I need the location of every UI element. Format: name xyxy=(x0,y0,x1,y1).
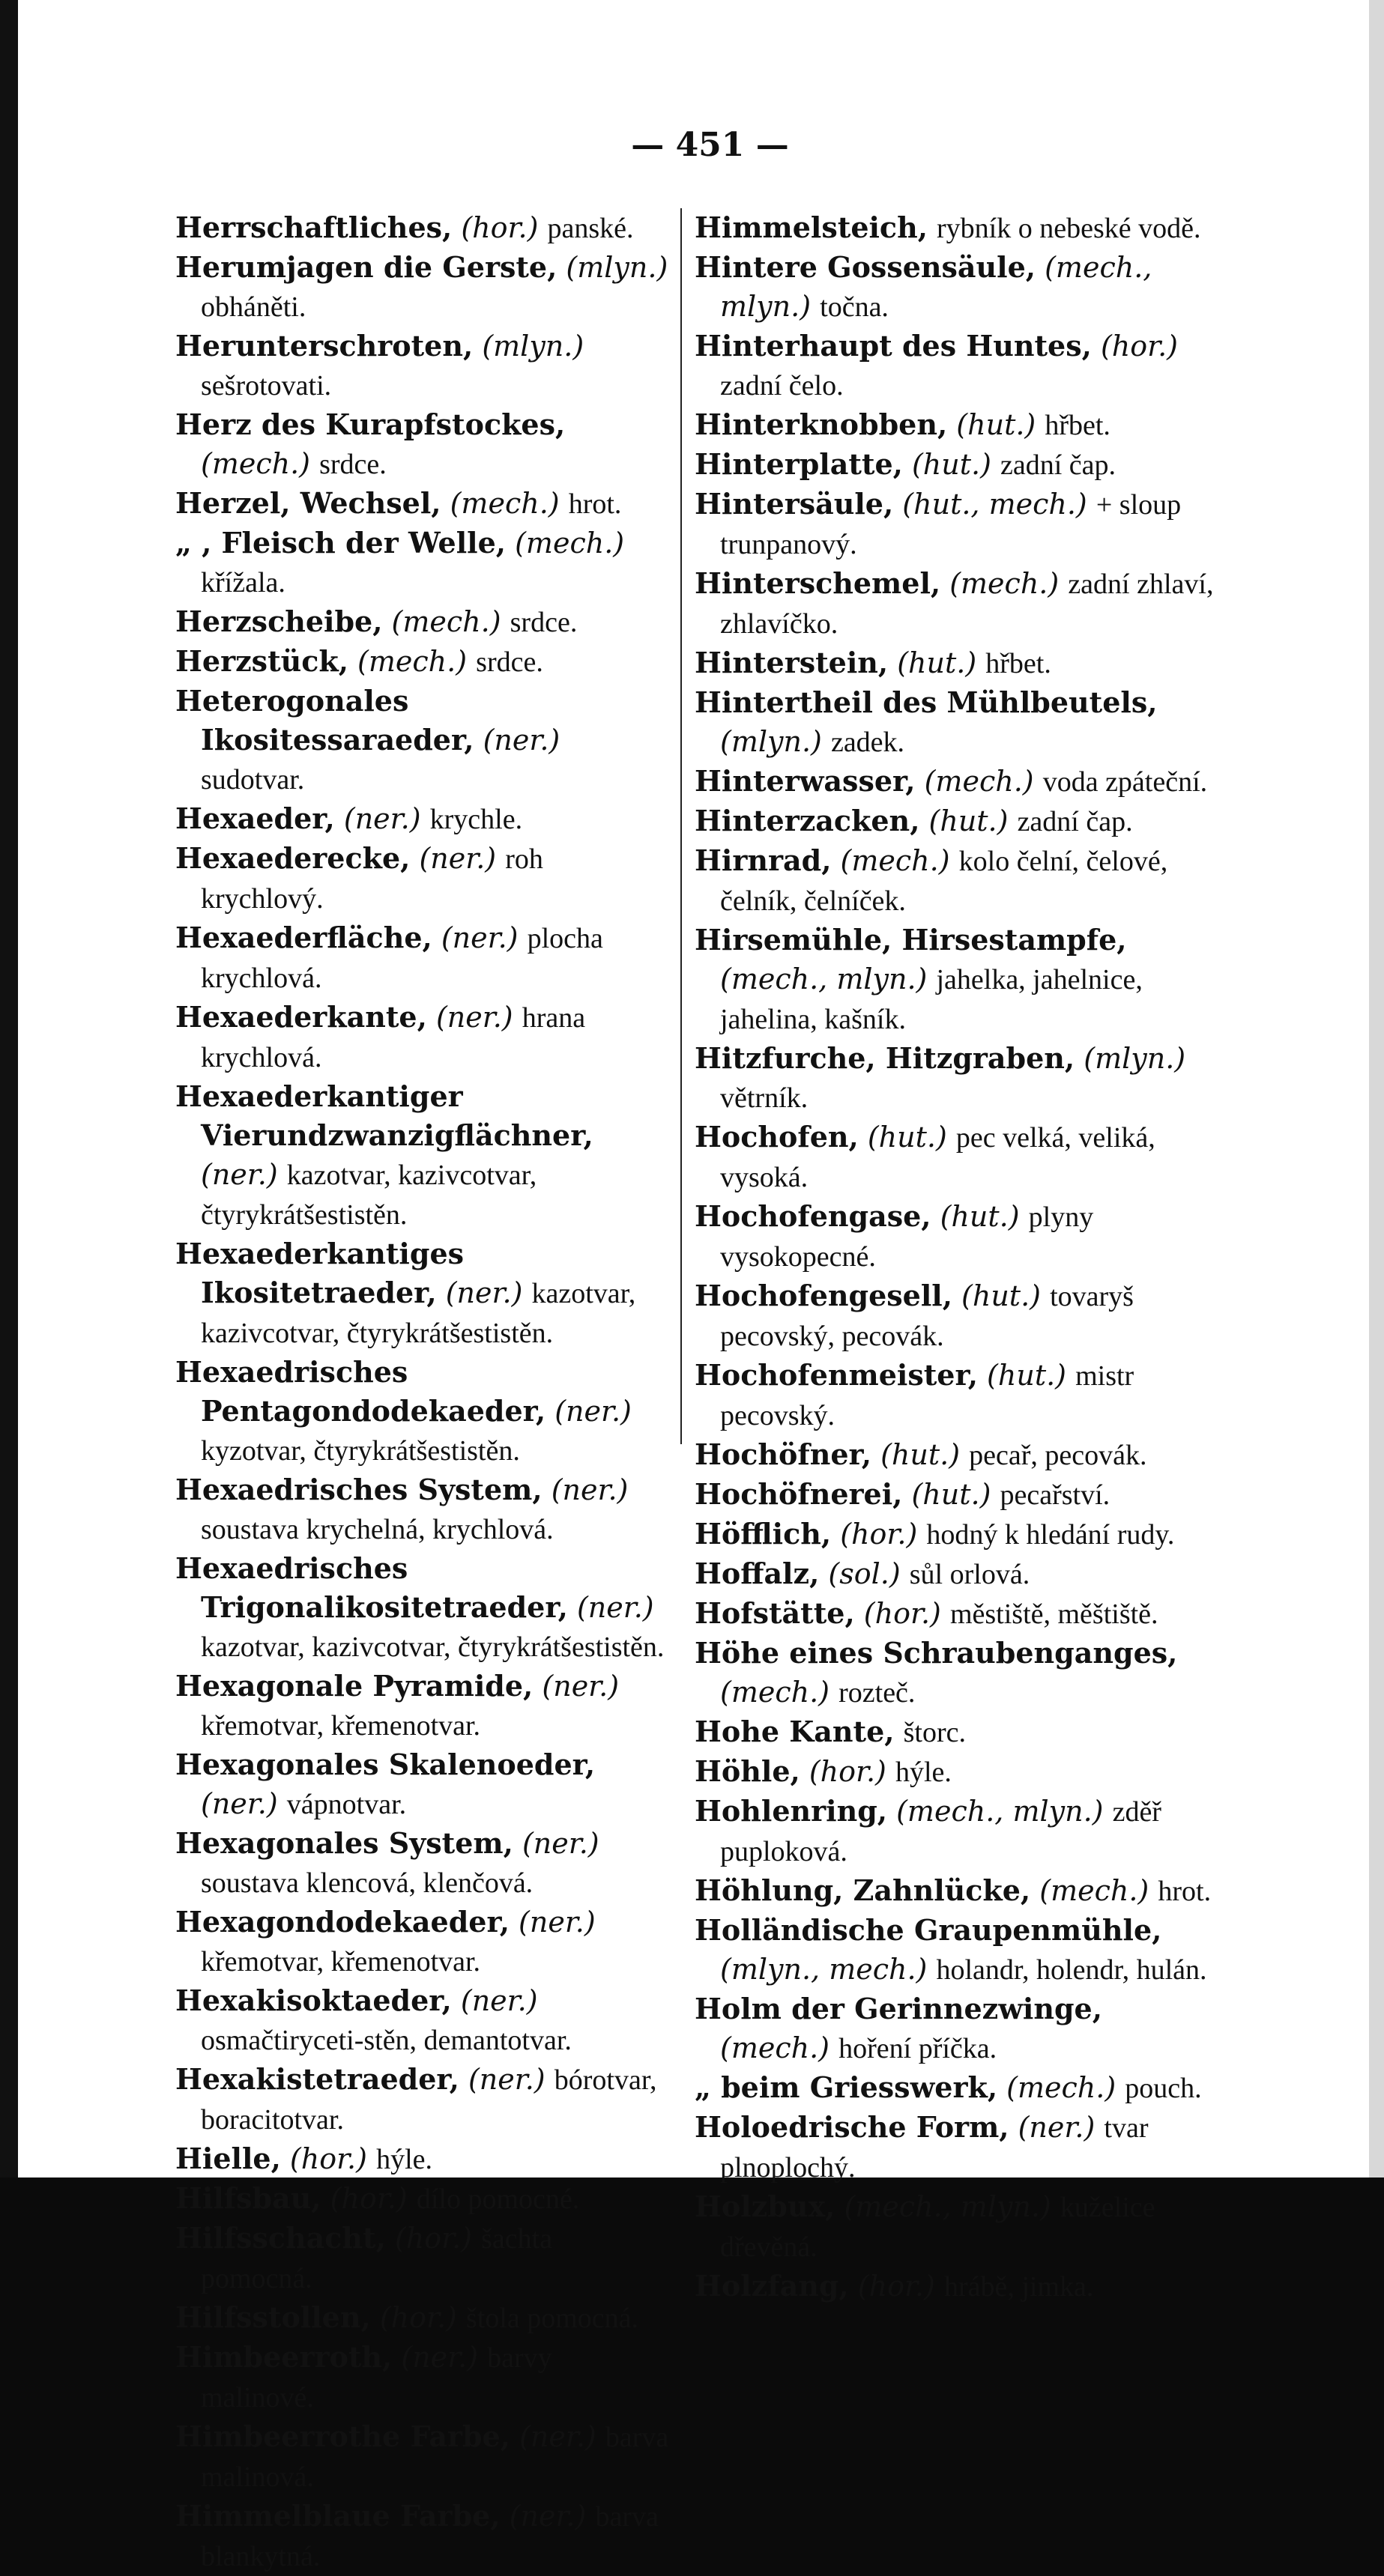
dictionary-entry xyxy=(175,327,670,405)
entry-translation: rozteč. xyxy=(838,1677,916,1709)
entry-translation: zadní zhlaví, zhlavíčko. xyxy=(720,569,1214,640)
dictionary-entry xyxy=(175,918,670,998)
entry-headword: Hintertheil des Mühlbeutels, xyxy=(695,685,1158,719)
entry-translation: plyny vysokopecné. xyxy=(720,1201,1094,1273)
dictionary-entry xyxy=(695,327,1219,405)
entry-translation: hodný k hledání rudy. xyxy=(926,1519,1175,1551)
entry-translation: městiště, měštiště. xyxy=(949,1598,1158,1630)
entry-domain-abbr: (mlyn., mech.) xyxy=(720,1953,928,1986)
dictionary-entry xyxy=(695,921,1219,1039)
entry-translation: hrábě, jimka. xyxy=(943,2271,1094,2303)
dictionary-entry xyxy=(175,2060,670,2139)
dictionary-entry xyxy=(175,2219,670,2298)
dictionary-entry xyxy=(695,1039,1219,1118)
dictionary-entry xyxy=(695,643,1219,683)
dictionary-entry xyxy=(175,248,670,327)
entry-domain-abbr: (mech.) xyxy=(357,645,468,678)
entry-translation: tovaryš pecovský, pecovák. xyxy=(720,1281,1134,1352)
dictionary-entry xyxy=(695,1118,1219,1197)
entry-domain-abbr: (ner.) xyxy=(519,1906,596,1939)
dictionary-entry xyxy=(175,1077,670,1234)
entry-headword: Höhe eines Schraubenganges, xyxy=(695,1636,1178,1670)
entry-translation: hoření příčka. xyxy=(838,2033,997,2064)
entry-headword: Hexaedrisches System, xyxy=(175,1473,543,1506)
entry-headword: Hinterwasser, xyxy=(695,764,916,798)
entry-translation: holandr, holendr, hulán. xyxy=(936,1954,1207,1986)
dictionary-entry xyxy=(695,801,1219,841)
entry-headword: Hochofengase, xyxy=(695,1199,931,1233)
entry-headword: Hinterhaupt des Huntes, xyxy=(695,329,1092,363)
dictionary-entry xyxy=(695,485,1219,564)
entry-headword: Holzbux, xyxy=(695,2189,835,2223)
entry-headword: Hintere Gossensäule, xyxy=(695,250,1036,284)
dictionary-entry xyxy=(175,682,670,799)
entry-headword: „ , Fleisch der Welle, xyxy=(175,526,506,560)
entry-headword: Himmelsteich, xyxy=(695,210,928,244)
entry-domain-abbr: (mlyn.) xyxy=(566,251,668,284)
dictionary-entry xyxy=(695,1871,1219,1911)
entry-domain-abbr: (ner.) xyxy=(554,1395,632,1428)
entry-headword: Hexaederkante, xyxy=(175,1000,427,1034)
dictionary-entry xyxy=(175,642,670,682)
entry-translation: točna. xyxy=(820,291,889,323)
entry-domain-abbr: (hut., mech.) xyxy=(902,488,1087,521)
dictionary-entry xyxy=(695,1712,1219,1752)
dictionary-entry xyxy=(175,2139,670,2179)
entry-translation: zděř puploková. xyxy=(720,1796,1161,1867)
dictionary-entry xyxy=(695,1792,1219,1871)
dictionary-entry xyxy=(695,1515,1219,1554)
entry-domain-abbr: (mech.) xyxy=(949,567,1060,600)
entry-domain-abbr: (ner.) xyxy=(468,2063,546,2096)
entry-headword: Hexagonales System, xyxy=(175,1826,513,1860)
entry-headword: Hexagonale Pyramide, xyxy=(175,1669,534,1703)
dictionary-entry xyxy=(175,1903,670,1981)
entry-translation: štorc. xyxy=(903,1717,966,1748)
entry-translation: plocha krychlová. xyxy=(201,923,603,994)
entry-translation: zadní čap. xyxy=(1017,806,1133,837)
dictionary-entry xyxy=(175,1549,670,1667)
dictionary-entry xyxy=(175,602,670,642)
entry-domain-abbr: (ner.) xyxy=(542,1670,620,1703)
entry-domain-abbr: (hor.) xyxy=(330,2182,408,2215)
dictionary-entry xyxy=(695,1752,1219,1792)
entry-translation: kuželice dřevěná. xyxy=(720,2192,1155,2263)
entry-headword: Herzscheibe, xyxy=(175,604,383,638)
dictionary-entry xyxy=(175,484,670,524)
entry-headword: Hinterschemel, xyxy=(695,566,941,600)
entry-translation: kazotvar, kazivcotvar, čtyrykrátšestistěn. xyxy=(201,1278,636,1349)
entry-headword: Herzel, Wechsel, xyxy=(175,486,441,520)
entry-headword: Hofstätte, xyxy=(695,1596,855,1630)
entry-translation: vápnotvar. xyxy=(286,1789,407,1820)
entry-translation: hýle. xyxy=(895,1757,952,1788)
entry-headword: Höhlung, Zahnlücke, xyxy=(695,1873,1031,1907)
dictionary-entry xyxy=(695,1197,1219,1276)
entry-headword: Hexakistetraeder, xyxy=(175,2062,459,2096)
entry-headword: Hitzfurche, Hitzgraben, xyxy=(695,1041,1075,1075)
entry-translation: rybník o nebeské vodě. xyxy=(937,213,1201,244)
entry-translation: soustava krychelná, krychlová. xyxy=(201,1514,554,1545)
entry-translation: zadní čap. xyxy=(1000,449,1116,481)
dictionary-entry xyxy=(695,683,1219,762)
entry-headword: Holländische Graupenmühle, xyxy=(695,1913,1162,1947)
entry-headword: Holm der Gerinnezwinge, xyxy=(695,1992,1102,2025)
entry-domain-abbr: (mech.) xyxy=(201,447,311,480)
entry-translation: zadní čelo. xyxy=(720,370,844,401)
entry-domain-abbr: (ner.) xyxy=(201,1787,278,1820)
entry-translation: jahelka, jahelnice, jahelina, kašník. xyxy=(720,964,1143,1035)
entry-domain-abbr: (mlyn.) xyxy=(482,330,584,363)
entry-translation: zadek. xyxy=(830,727,905,758)
entry-domain-abbr: (hor.) xyxy=(840,1518,918,1551)
entry-headword: Himbeerroth, xyxy=(175,2340,393,2374)
entry-domain-abbr: (mech.) xyxy=(840,844,950,877)
entry-translation: barva blankytná. xyxy=(201,2501,659,2572)
entry-domain-abbr: (ner.) xyxy=(441,921,519,954)
entry-domain-abbr: (ner.) xyxy=(419,842,497,875)
entry-headword: Hexakisoktaeder, xyxy=(175,1983,452,2017)
entry-domain-abbr: (hut.) xyxy=(961,1279,1041,1312)
dictionary-entry xyxy=(175,208,670,248)
entry-domain-abbr: (hor.) xyxy=(289,2142,367,2175)
entry-headword: Hochofengesell, xyxy=(695,1279,952,1312)
entry-domain-abbr: (hor.) xyxy=(863,1597,941,1630)
dictionary-entry xyxy=(175,2338,670,2417)
entry-headword: Hilfsbau, xyxy=(175,2181,321,2215)
entry-domain-abbr: (hut.) xyxy=(911,448,991,481)
entry-domain-abbr: (hor.) xyxy=(379,2301,457,2334)
dictionary-entry xyxy=(175,839,670,918)
entry-domain-abbr: (mech.) xyxy=(515,527,625,560)
dictionary-entry xyxy=(175,2179,670,2219)
dictionary-entry xyxy=(175,1470,670,1549)
entry-domain-abbr: (ner.) xyxy=(445,1276,523,1309)
entry-domain-abbr: (mlyn.) xyxy=(1084,1042,1186,1075)
entry-headword: Holoedrische Form, xyxy=(695,2110,1009,2144)
entry-domain-abbr: (mech.) xyxy=(1006,2071,1116,2104)
page-edge xyxy=(1369,0,1384,2178)
entry-domain-abbr: (ner.) xyxy=(343,802,421,835)
entry-translation: sešrotovati. xyxy=(201,370,332,401)
dictionary-entry xyxy=(695,2068,1219,2108)
dictionary-entry xyxy=(695,2108,1219,2187)
entry-headword: Hochöfner, xyxy=(695,1437,871,1471)
entry-domain-abbr: (hut.) xyxy=(897,646,977,679)
entry-headword: Hexaedrisches Pentagondodekaeder, xyxy=(175,1355,546,1428)
entry-translation: barvy malinové. xyxy=(201,2342,552,2413)
dictionary-entry xyxy=(695,1634,1219,1712)
entry-translation: tvar plnoplochý. xyxy=(720,2112,1149,2183)
entry-domain-abbr: (ner.) xyxy=(576,1591,654,1624)
entry-headword: Hexaederfläche, xyxy=(175,921,432,954)
entry-translation: pec velká, veliká, vysoká. xyxy=(720,1122,1155,1193)
dictionary-entry xyxy=(175,1981,670,2060)
entry-headword: Hohlenring, xyxy=(695,1794,888,1828)
entry-translation: osmačtiryceti-stěn, demantotvar. xyxy=(201,2025,572,2056)
entry-headword: Herzstück, xyxy=(175,644,348,678)
entry-domain-abbr: (ner.) xyxy=(551,1473,629,1506)
dictionary-entry xyxy=(695,208,1219,248)
entry-domain-abbr: (ner.) xyxy=(201,1158,278,1191)
dictionary-entry xyxy=(175,2298,670,2338)
entry-translation: krychle. xyxy=(429,804,523,835)
dictionary-entry xyxy=(695,2267,1219,2306)
entry-translation: křemotvar, křemenotvar. xyxy=(201,1710,481,1742)
entry-translation: sůl orlová. xyxy=(909,1559,1030,1590)
entry-domain-abbr: (mech.) xyxy=(450,487,560,520)
entry-domain-abbr: (ner.) xyxy=(483,724,560,757)
entry-domain-abbr: (hor.) xyxy=(857,2270,935,2303)
entry-translation: větrník. xyxy=(720,1082,809,1114)
entry-headword: Hexagondodekaeder, xyxy=(175,1905,510,1939)
entry-headword: Hirsemühle, Hirsestampfe, xyxy=(695,923,1127,957)
entry-headword: Heterogonales Ikositessaraeder, xyxy=(175,684,474,757)
entry-translation: hrot. xyxy=(568,488,622,520)
entry-headword: Hoffalz, xyxy=(695,1557,820,1590)
dictionary-entry xyxy=(175,2417,670,2497)
entry-headword: Hinterknobben, xyxy=(695,407,948,441)
entry-translation: kyzotvar, čtyrykrátšestistěn. xyxy=(201,1435,520,1467)
entry-headword: Höfflich, xyxy=(695,1517,832,1551)
entry-translation: kolo čelní, čelové, čelník, čelníček. xyxy=(720,846,1168,917)
entry-headword: Hinterstein, xyxy=(695,646,889,679)
dictionary-entry xyxy=(695,1911,1219,1989)
entry-translation: křemotvar, křemenotvar. xyxy=(201,1946,481,1978)
entry-headword: Holzfang, xyxy=(695,2269,849,2303)
dictionary-entry xyxy=(695,405,1219,445)
dictionary-entry xyxy=(695,1554,1219,1594)
entry-domain-abbr: (hut.) xyxy=(911,1478,991,1511)
entry-headword: Hohe Kante, xyxy=(695,1715,895,1748)
entry-domain-abbr: (mech., mlyn.) xyxy=(844,2190,1051,2223)
entry-headword: Hochofen, xyxy=(695,1120,859,1154)
entry-translation: hřbet. xyxy=(985,648,1051,679)
entry-domain-abbr: (mech., mlyn.) xyxy=(720,963,928,995)
entry-headword: Herunterschroten, xyxy=(175,329,474,363)
entry-headword: Hexaederkantiges Ikositetraeder, xyxy=(175,1237,465,1309)
dictionary-entry xyxy=(695,1475,1219,1515)
entry-translation: pouch. xyxy=(1125,2073,1202,2104)
dictionary-entry xyxy=(175,1824,670,1903)
dictionary-entry xyxy=(695,1435,1219,1475)
entry-domain-abbr: (mech., mlyn.) xyxy=(720,251,1152,323)
dictionary-entry xyxy=(695,1989,1219,2068)
entry-headword: Herrschaftliches, xyxy=(175,210,453,244)
dictionary-entry xyxy=(175,2497,670,2576)
entry-domain-abbr: (mlyn.) xyxy=(720,725,822,758)
entry-translation: barva malinová. xyxy=(201,2422,669,2493)
entry-headword: Hirnrad, xyxy=(695,843,832,877)
entry-translation: pecařství. xyxy=(1000,1479,1110,1511)
entry-translation: roh krychlový. xyxy=(201,843,543,915)
dictionary-entry xyxy=(695,445,1219,485)
dictionary-entry xyxy=(695,564,1219,643)
dictionary-entry xyxy=(175,1234,670,1353)
entry-translation: + sloup trunpanový. xyxy=(720,489,1182,560)
dictionary-entry xyxy=(695,1276,1219,1356)
entry-domain-abbr: (ner.) xyxy=(435,1001,513,1034)
dictionary-entry xyxy=(175,1667,670,1745)
entry-translation: pecař, pecovák. xyxy=(969,1440,1147,1471)
dictionary-entry xyxy=(175,524,670,602)
dictionary-entry xyxy=(175,405,670,484)
entry-translation: štola pomocná. xyxy=(465,2303,639,2334)
entry-domain-abbr: (hut.) xyxy=(880,1438,961,1471)
entry-headword: Hielle, xyxy=(175,2142,281,2175)
dictionary-entry xyxy=(175,1745,670,1824)
entry-translation: panské. xyxy=(547,213,634,244)
entry-domain-abbr: (sol.) xyxy=(828,1557,901,1590)
entry-translation: voda zpáteční. xyxy=(1042,766,1208,798)
entry-headword: Hinterzacken, xyxy=(695,804,920,837)
entry-domain-abbr: (hut.) xyxy=(867,1121,947,1154)
entry-domain-abbr: (mech.) xyxy=(1039,1874,1149,1907)
entry-domain-abbr: (ner.) xyxy=(519,2420,596,2453)
entry-domain-abbr: (hut.) xyxy=(928,804,1009,837)
right-column xyxy=(695,208,1219,2306)
entry-headword: „ beim Griesswerk, xyxy=(695,2070,998,2104)
entry-domain-abbr: (hor.) xyxy=(1100,330,1179,363)
dictionary-entry xyxy=(695,248,1219,327)
entry-domain-abbr: (hut.) xyxy=(956,408,1036,441)
dictionary-entry xyxy=(695,841,1219,921)
entry-translation: hrana krychlová. xyxy=(201,1002,586,1073)
dictionary-entry xyxy=(175,998,670,1077)
entry-headword: Hochofenmeister, xyxy=(695,1358,978,1392)
entry-domain-abbr: (ner.) xyxy=(522,1827,599,1860)
entry-headword: Hexagonales Skalenoeder, xyxy=(175,1748,596,1781)
entry-translation: mistr pecovský. xyxy=(720,1360,1134,1431)
entry-domain-abbr: (hut.) xyxy=(987,1359,1066,1392)
dictionary-entry xyxy=(695,1356,1219,1435)
entry-translation: kazotvar, kazivcotvar, čtyrykrátšestistěn. xyxy=(201,1160,537,1231)
entry-headword: Hexaederecke, xyxy=(175,841,411,875)
entry-translation: soustava klencová, klenčová. xyxy=(201,1867,534,1899)
entry-translation: hrot. xyxy=(1158,1876,1212,1907)
entry-translation: křížala. xyxy=(201,567,285,598)
entry-headword: Hinterplatte, xyxy=(695,447,903,481)
entry-headword: Hilfsschacht, xyxy=(175,2221,386,2255)
entry-translation: bórotvar, boracitotvar. xyxy=(201,2064,657,2136)
entry-domain-abbr: (mech.) xyxy=(391,605,501,638)
dictionary-entry xyxy=(695,1594,1219,1634)
entry-translation: hřbet. xyxy=(1045,410,1110,441)
column-divider xyxy=(680,208,682,1444)
entry-domain-abbr: (hor.) xyxy=(809,1755,886,1788)
entry-translation: srdce. xyxy=(319,449,387,480)
entry-domain-abbr: (ner.) xyxy=(460,1984,538,2017)
entry-domain-abbr: (mech.) xyxy=(720,1676,830,1709)
entry-domain-abbr: (ner.) xyxy=(1018,2111,1096,2144)
entry-translation: srdce. xyxy=(476,646,543,678)
entry-headword: Höhle, xyxy=(695,1754,800,1788)
entry-headword: Herz des Kurapfstockes, xyxy=(175,407,566,441)
entry-translation: dílo pomocné. xyxy=(416,2183,580,2215)
entry-headword: Hexaeder, xyxy=(175,801,335,835)
entry-domain-abbr: (mech.) xyxy=(924,765,1034,798)
entry-headword: Himbeerrothe Farbe, xyxy=(175,2419,510,2453)
entry-headword: Hexaedrisches Trigonalikositetraeder, xyxy=(175,1551,568,1624)
left-column xyxy=(175,208,670,2576)
entry-domain-abbr: (mech.) xyxy=(720,2031,830,2064)
entry-headword: Hintersäule, xyxy=(695,487,894,521)
entry-translation: kazotvar, kazivcotvar, čtyrykrátšestistěn. xyxy=(201,1631,665,1663)
entry-domain-abbr: (ner.) xyxy=(401,2341,479,2374)
entry-domain-abbr: (mech., mlyn.) xyxy=(896,1795,1104,1828)
entry-domain-abbr: (ner.) xyxy=(509,2500,587,2533)
dictionary-entry xyxy=(695,762,1219,801)
entry-headword: Hilfsstollen, xyxy=(175,2300,371,2334)
entry-headword: Hexaederkantiger Vierundzwanzigflächner, xyxy=(175,1079,593,1152)
entry-domain-abbr: (hor.) xyxy=(394,2222,473,2255)
page-number: — 451 — xyxy=(631,126,789,164)
entry-domain-abbr: (hut.) xyxy=(940,1200,1020,1233)
entry-translation: sudotvar. xyxy=(201,764,305,795)
dictionary-entry xyxy=(175,1353,670,1470)
entry-translation: hýle. xyxy=(376,2144,432,2175)
dictionary-entry xyxy=(175,799,670,839)
dictionary-entry xyxy=(695,2187,1219,2267)
entry-headword: Herumjagen die Gerste, xyxy=(175,250,557,284)
entry-translation: šachta pomocná. xyxy=(201,2223,553,2294)
entry-translation: srdce. xyxy=(510,607,578,638)
entry-headword: Hochöfnerei, xyxy=(695,1477,903,1511)
entry-translation: obháněti. xyxy=(201,291,306,323)
entry-headword: Himmelblaue Farbe, xyxy=(175,2499,501,2533)
entry-domain-abbr: (hor.) xyxy=(461,211,539,244)
